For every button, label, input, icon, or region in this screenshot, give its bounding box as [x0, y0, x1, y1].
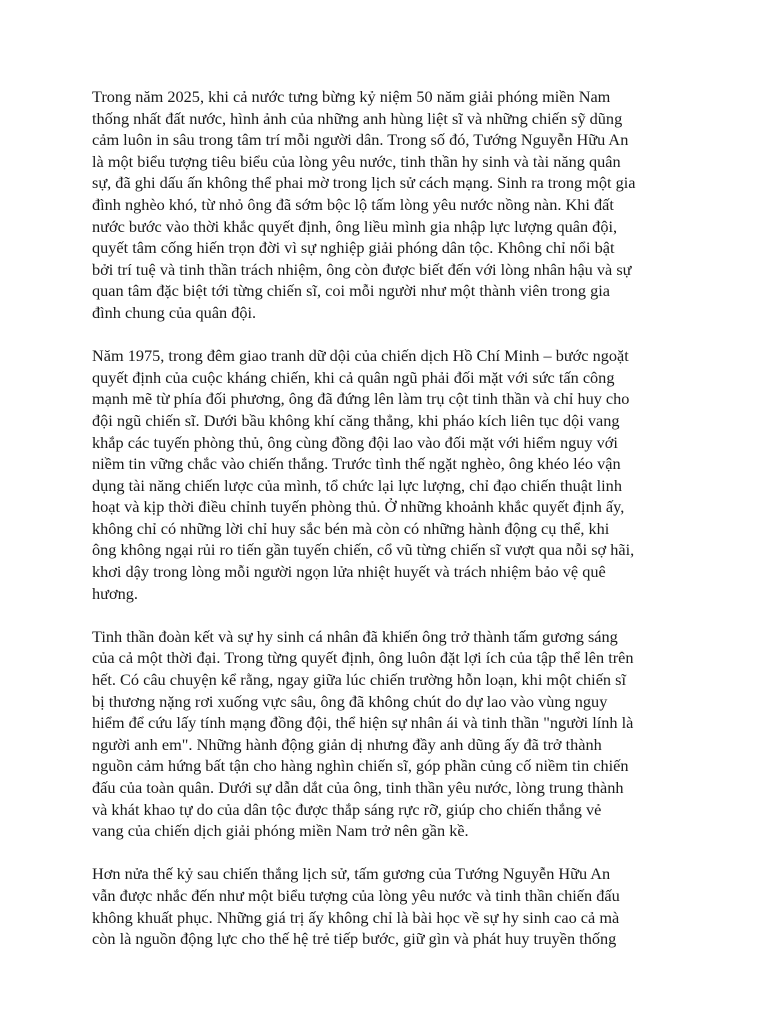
paragraph-1: Trong năm 2025, khi cả nước tưng bừng kỷ niệm 50 năm giải phóng miền Nam thống nhất đất nước, hình ảnh của những anh hùng liệt sĩ và những chiến sỹ dũng cảm luôn in sâu trong tâm trí mỗi người dân. Trong số đó, Tướng Nguyễn Hữu An là một biểu tượng tiêu biểu của lòng yêu nước, tinh thần hy sinh và tài năng quân sự, đã ghi dấu ấn không thể phai mờ trong lịch sử cách mạng. Sinh ra trong một gia đình nghèo khó, từ nhỏ ông đã sớm bộc lộ tấm lòng yêu nước nồng nàn. Khi đất nước bước vào thời khắc quyết định, ông liều mình gia nhập lực lượng quân đội, quyết tâm cống hiến trọn đời vì sự nghiệp giải phóng dân tộc. Không chỉ nổi bật bởi trí tuệ và tinh thần trách nhiệm, ông còn được biết đến với lòng nhân hậu và sự quan tâm đặc biệt tới từng chiến sĩ, coi mỗi người như một thành viên trong gia đình chung của quân đội.	[92, 87, 636, 322]
document-page	[92, 86, 684, 971]
paragraph-2: Năm 1975, trong đêm giao tranh dữ dội của chiến dịch Hồ Chí Minh – bước ngoặt quyết định của cuộc kháng chiến, khi cả quân ngũ phải đối mặt với sức tấn công mạnh mẽ từ phía đối phương, ông đã đứng lên làm trụ cột tinh thần và chỉ huy cho đội ngũ chiến sĩ. Dưới bầu không khí căng thẳng, khi pháo kích liên tục dội vang khắp các tuyến phòng thủ, ông cùng đồng đội lao vào đối mặt với hiểm nguy với niềm tin vững chắc vào chiến thắng. Trước tình thế ngặt nghèo, ông khéo léo vận dụng tài năng chiến lược của mình, tổ chức lại lực lượng, chỉ đạo chiến thuật linh hoạt và kịp thời điều chỉnh tuyến phòng thủ. Ở những khoảnh khắc quyết định ấy, không chỉ có những lời chỉ huy sắc bén mà còn có những hành động cụ thể, khi ông không ngại rủi ro tiến gần tuyến chiến, cổ vũ từng chiến sĩ vượt qua nỗi sợ hãi, khơi dậy trong lòng mỗi người ngọn lửa nhiệt huyết và trách nhiệm bảo vệ quê hương.	[92, 346, 635, 603]
paragraph-4: Hơn nửa thế kỷ sau chiến thắng lịch sử, tấm gương của Tướng Nguyễn Hữu An vẫn được nhắc đến như một biểu tượng của lòng yêu nước và tinh thần chiến đấu không khuất phục. Những giá trị ấy không chỉ là bài học về sự hy sinh cao cả mà còn là nguồn động lực cho thế hệ trẻ tiếp bước, giữ gìn và phát huy truyền thống	[92, 864, 620, 949]
paragraph-3: Tinh thần đoàn kết và sự hy sinh cá nhân đã khiến ông trở thành tấm gương sáng của cả một thời đại. Trong từng quyết định, ông luôn đặt lợi ích của tập thể lên trên hết. Có câu chuyện kể rằng, ngay giữa lúc chiến trường hỗn loạn, khi một chiến sĩ bị thương nặng rơi xuống vực sâu, ông đã không chút do dự lao vào vùng nguy hiểm để cứu lấy tính mạng đồng đội, thể hiện sự nhân ái và tinh thần "người lính là người anh em". Những hành động giản dị nhưng đầy anh dũng ấy đã trở thành nguồn cảm hứng bất tận cho hàng nghìn chiến sĩ, góp phần củng cố niềm tin chiến đấu của toàn quân. Dưới sự dẫn dắt của ông, tinh thần yêu nước, lòng trung thành và khát khao tự do của dân tộc được thắp sáng rực rỡ, giúp cho chiến thắng vẻ vang của chiến dịch giải phóng miền Nam trở nên gần kề.	[92, 626, 634, 841]
